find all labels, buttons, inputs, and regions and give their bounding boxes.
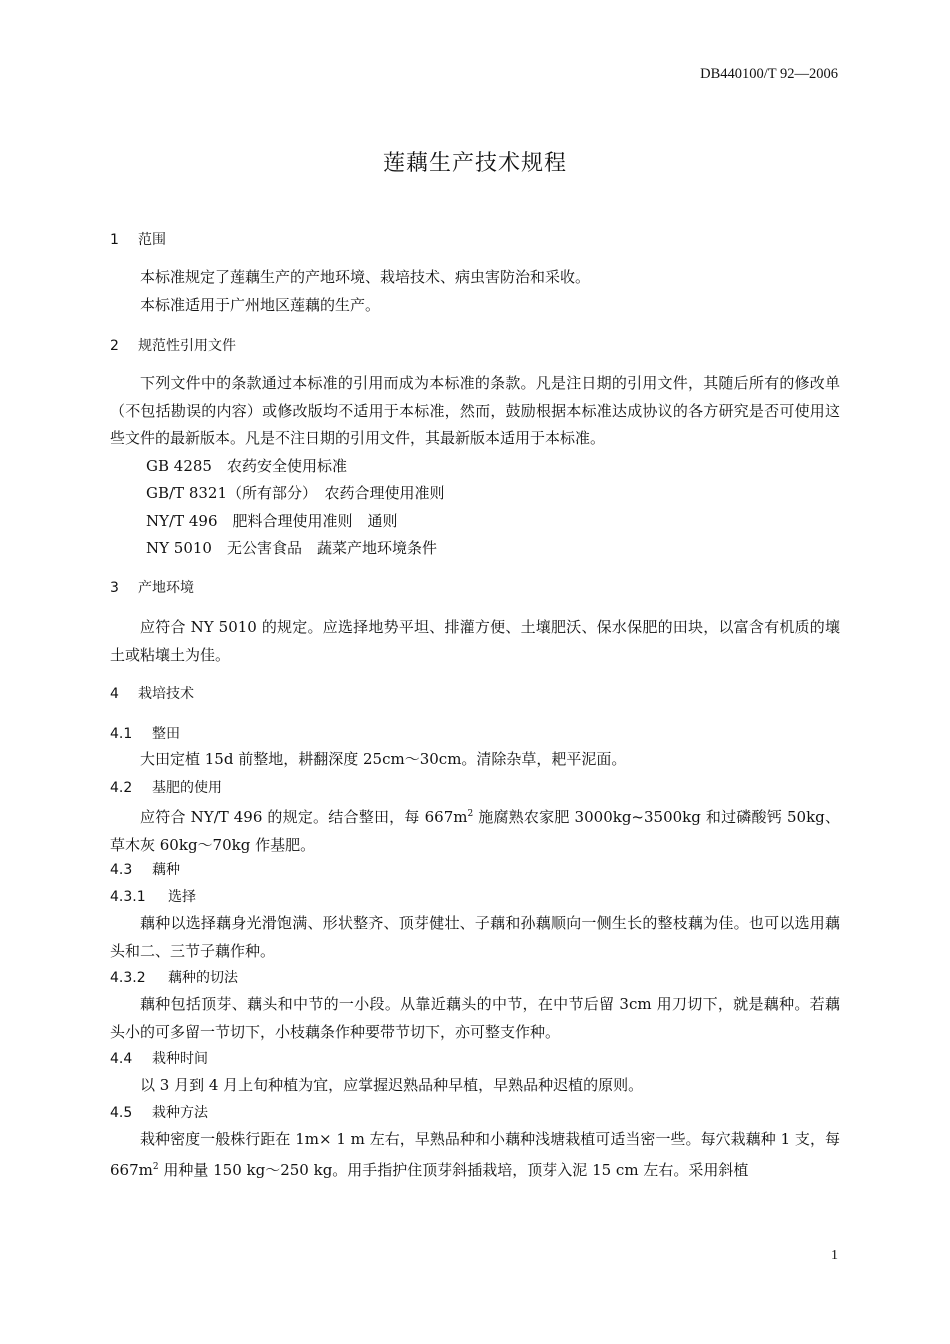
reference-item: NY 5010 无公害食品 蔬菜产地环境条件 — [146, 539, 437, 557]
subsection-heading — [110, 724, 840, 744]
subsection-title: 基肥的使用 — [152, 780, 222, 796]
section-title: 范围 — [138, 232, 166, 248]
subsection-title: 栽种方法 — [152, 1105, 208, 1121]
page-number: 1 — [831, 1248, 838, 1263]
subsection-4-1 — [110, 724, 840, 744]
reference-item: NY/T 496 肥料合理使用准则 通则 — [146, 511, 398, 530]
section-heading — [110, 684, 840, 704]
paragraph — [110, 801, 840, 859]
paragraph: 本标准规定了莲藕生产的产地环境、栽培技术、病虫害防治和采收。 — [140, 268, 591, 286]
subsection-4-4-body — [110, 1072, 840, 1100]
reference-item: GB/T 8321（所有部分） 农药合理使用准则 — [146, 484, 445, 502]
subsection-number: 4.1 — [110, 726, 133, 742]
section-number: 3 — [110, 580, 119, 596]
subsection-4-2-body — [110, 801, 840, 859]
subsection-heading — [110, 968, 840, 988]
section-2 — [110, 336, 840, 356]
subsection-4-3-2-body — [110, 991, 840, 1046]
subsection-heading — [110, 860, 840, 880]
paragraph: 下列文件中的条款通过本标准的引用而成为本标准的条款。凡是注日期的引用文件，其随后所有的修改单（不包括勘误的内容）或修改版均不适用于本标准，然而，鼓励根据本标准达成协议的各方研究是否可使用这些文件的最新版本。凡是不注日期的引用文件，其最新版本适用于本标准。 — [110, 374, 840, 447]
section-heading — [110, 578, 840, 598]
subsection-4-5-body — [110, 1126, 840, 1184]
paragraph: 应符合 NY 5010 的规定。应选择地势平坦、排灌方便、土壤肥沃、保水保肥的田块，以富含有机质的壤土或粘壤土为佳。 — [110, 618, 840, 664]
paragraph: 以 3 月到 4 月上旬种植为宜，应掌握迟熟品种早植，早熟品种迟植的原则。 — [140, 1076, 644, 1094]
section-number: 2 — [110, 338, 119, 354]
section-heading — [110, 230, 840, 250]
subsection-number: 4.3.2 — [110, 970, 146, 986]
subsection-4-5 — [110, 1103, 840, 1123]
subsection-number: 4.2 — [110, 780, 133, 796]
section-1-body — [110, 264, 840, 319]
section-2-body — [110, 370, 840, 563]
paragraph-text: 用种量 150 kg～250 kg。用手指护住顶芽斜插栽培，顶芽入泥 15 cm 左右。采用斜植 — [158, 1160, 749, 1179]
paragraph-text: 应符合 NY/T 496 的规定。结合整田，每 667m — [140, 808, 468, 826]
subsection-title: 藕种 — [152, 862, 180, 878]
section-title: 规范性引用文件 — [138, 338, 236, 354]
subsection-title: 栽种时间 — [152, 1051, 208, 1067]
subsection-number: 4.3 — [110, 862, 133, 878]
section-3 — [110, 578, 840, 598]
section-heading — [110, 336, 840, 356]
document-title: 莲藕生产技术规程 — [382, 151, 567, 176]
subsection-4-4 — [110, 1049, 840, 1069]
subsection-heading — [110, 1049, 840, 1069]
subsection-4-2 — [110, 778, 840, 798]
superscript: 2 — [467, 809, 474, 819]
subsection-title: 整田 — [152, 726, 180, 742]
subsection-4-3-1 — [110, 887, 840, 907]
subsection-title: 藕种的切法 — [168, 970, 238, 986]
paragraph — [110, 1126, 840, 1184]
paragraph: 藕种以选择藕身光滑饱满、形状整齐、顶芽健壮、子藕和孙藕顺向一侧生长的整枝藕为佳。也可以选用藕头和二、三节子藕作种。 — [110, 914, 840, 960]
subsection-4-3-2 — [110, 968, 840, 988]
subsection-heading — [110, 887, 840, 907]
subsection-4-3 — [110, 860, 840, 880]
paragraph: 本标准适用于广州地区莲藕的生产。 — [140, 295, 381, 314]
paragraph-text: 施腐熟农家肥 3000kg~3500kg 和过磷酸钙 50kg、草木灰 60kg～70kg 作基肥。 — [110, 808, 840, 854]
standard-code: DB440100/T 92—2006 — [700, 66, 838, 82]
subsection-4-3-1-body — [110, 910, 840, 965]
subsection-heading — [110, 778, 840, 798]
reference-item: GB 4285 农药安全使用标准 — [146, 456, 347, 475]
subsection-number: 4.3.1 — [110, 889, 146, 905]
subsection-title: 选择 — [168, 889, 196, 905]
subsection-number: 4.4 — [110, 1051, 133, 1067]
superscript: 2 — [152, 1161, 159, 1172]
paragraph-text: 栽种密度一般株行距在 1m× 1 m 左右，早熟品种和小藕种浅塘栽植可适当密一些。每穴栽藕种 1 支，每 667m — [110, 1130, 840, 1179]
paragraph: 藕种包括顶芽、藕头和中节的一小段。从靠近藕头的中节，在中节后留 3cm 用刀切下，就是藕种。若藕头小的可多留一节切下，小枝藕条作种要带节切下，亦可整支作种。 — [110, 995, 840, 1041]
section-1 — [110, 230, 840, 250]
paragraph: 大田定植 15d 前整地，耕翻深度 25cm～30cm。清除杂草，耙平泥面。 — [140, 750, 627, 768]
section-4 — [110, 684, 840, 704]
section-title: 栽培技术 — [138, 686, 194, 702]
subsection-heading — [110, 1103, 840, 1123]
section-number: 1 — [110, 232, 119, 248]
subsection-4-1-body — [110, 746, 840, 774]
section-title: 产地环境 — [138, 580, 194, 596]
section-3-body — [110, 614, 840, 669]
subsection-number: 4.5 — [110, 1105, 133, 1121]
section-number: 4 — [110, 686, 119, 702]
